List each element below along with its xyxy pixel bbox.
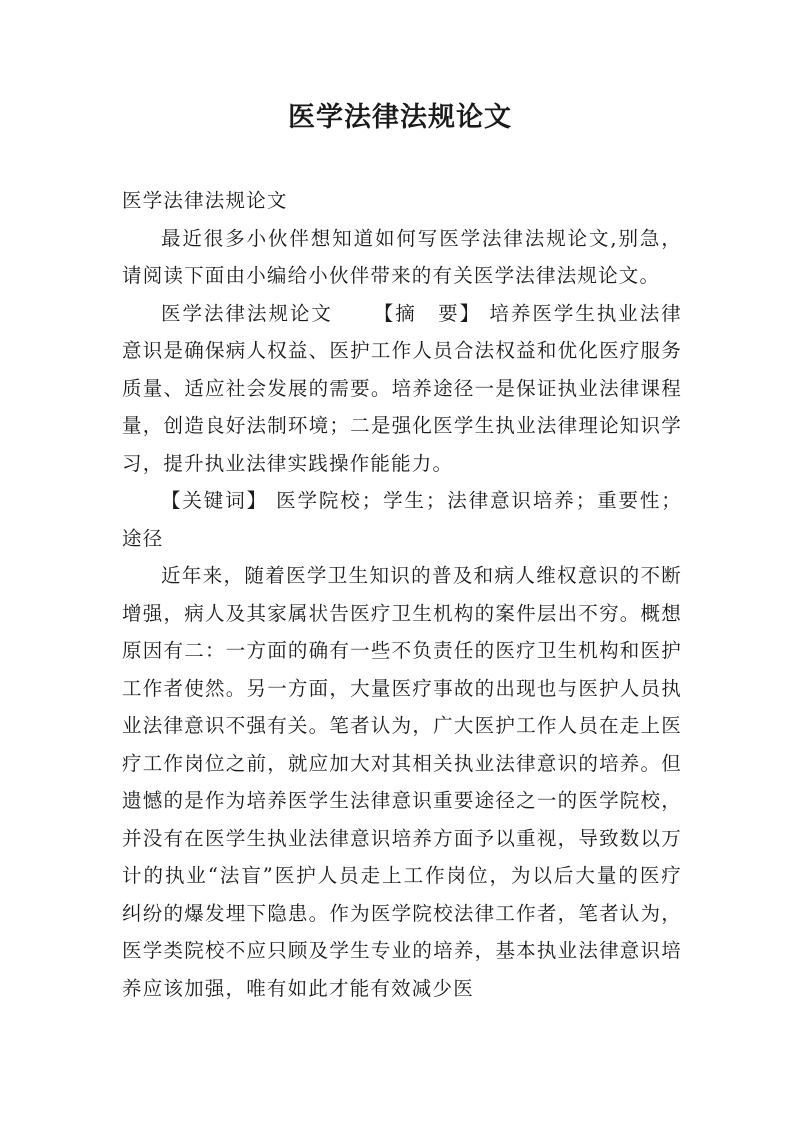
body-paragraph: 近年来，随着医学卫生知识的普及和病人维权意识的不断增强，病人及其家属状告医疗卫生机构的案件层出不穷。概想原因有二：一方面的确有一些不负责任的医疗卫生机构和医护工作者使然。另一方面，大量医疗事故的出现也与医护人员执业法律意识不强有关。笔者认为，广大医护工作人员在走上医疗工作岗位之前，就应加大对其相关执业法律意识的培养。但遗憾的是作为培养医学生法律意识重要途径之一的医学院校，并没有在医学生执业法律意识培养方面予以重视，导致数以万计的执业“法盲”医护人员走上工作岗位，为以后大量的医疗纠纷的爆发埋下隐患。作为医学院校法律工作者，笔者认为，医学类院校不应只顾及学生专业的培养，基本执业法律意识培养应该加强，唯有如此才能有效减少医 — [122, 564, 682, 1000]
page-title: 医学法律法规论文 — [288, 102, 512, 133]
abstract-heading: 医学法律法规论文 — [161, 301, 333, 325]
abstract-text: 培养医学生执业法律意识是确保病人权益、医护工作人员合法权益和优化医疗服务质量、适应社会发展的需要。培养途径一是保证执业法律课程量，创造良好法制环境；二是强化医学生执业法律理论知识学习，提升执业法律实践操作能能力。 — [122, 301, 682, 475]
keywords-text: 医学院校；学生；法律意识培养；重要性；途径 — [122, 489, 682, 550]
abstract-label: 【摘 要】 — [372, 301, 482, 325]
keywords-paragraph — [122, 482, 682, 557]
intro-paragraph: 最近很多小伙伴想知道如何写医学法律法规论文,别急，请阅读下面由小编给小伙伴带来的有关医学法律法规论文。 — [122, 226, 682, 287]
abstract-paragraph — [122, 295, 682, 483]
keywords-label: 【关键词】 — [161, 489, 268, 512]
document-body — [122, 182, 682, 1007]
document-subtitle: 医学法律法规论文 — [122, 189, 288, 212]
